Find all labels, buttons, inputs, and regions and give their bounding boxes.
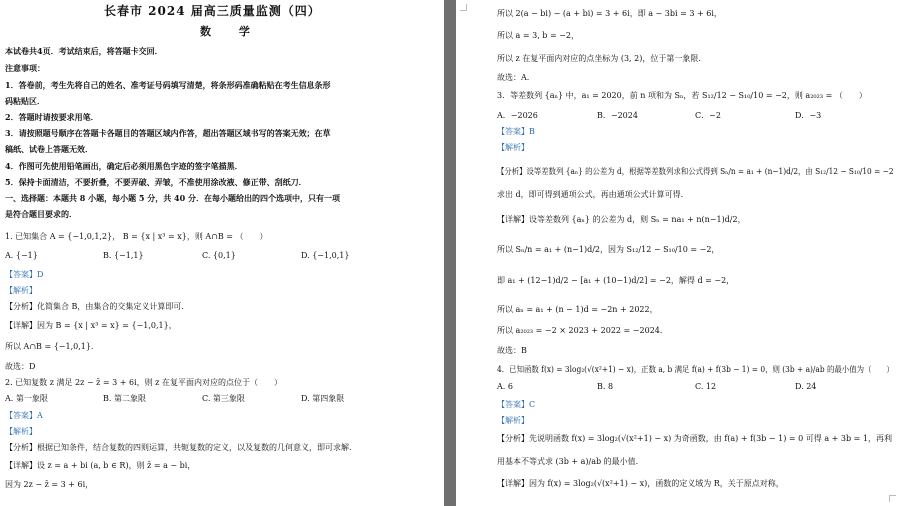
q3-stem: 3．等差数列 {aₙ} 中，a₁ = 2020，前 n 项和为 Sₙ，若 S₁₂/12 − S₁₀/10 = −2，则 a₂₀₂₃ = （ ）: [497, 91, 867, 100]
right-page: [456, 0, 900, 506]
q2-cont-line: 所以 2(a − bi) − (a + bi) = 3 + 6i，即 a − 3bi = 3 + 6i，: [497, 9, 722, 18]
q4-analysis: 【分析】先说明函数 f(x) = 3log₂(√(x²+1) − x) 为奇函数，由 f(a) + f(3b − 1) = 0 可得 a + 3b = 1，再利: [497, 434, 892, 443]
intro-line: 4．作图可先使用铅笔画出，确定后必须用黑色字迹的签字笔描黑．: [5, 161, 243, 171]
page-gutter: [444, 0, 456, 506]
q4-option-a: A. 6: [497, 382, 513, 391]
intro-line: 码粘贴区．: [5, 96, 45, 106]
q1-detail: 【详解】因为 B = {x | x³ = x} = {−1,0,1}，: [5, 321, 177, 330]
q2-analysis: 【分析】根据已知条件，结合复数的四则运算，共轭复数的定义，以及复数的几何意义，即可求解.: [5, 443, 352, 452]
q3-detail: 所以 aₙ = a₁ + (n − 1)d = −2n + 2022，: [497, 305, 658, 314]
q2-choose: 故选：A.: [497, 73, 530, 82]
q4-option-c: C. 12: [695, 382, 717, 391]
page-corner-mark: [889, 495, 896, 502]
q3-detail: 【详解】设等差数列 {aₙ} 的公差为 d，则 Sₙ = na₁ + n(n−1)d/2，: [497, 215, 746, 224]
q4-detail: 【详解】因为 f(x) = 3log₂(√(x²+1) − x)，函数的定义域为 R，关于原点对称，: [497, 479, 784, 488]
q1-option-b: B. {−1,1}: [103, 251, 144, 260]
q3-detail: 所以 a₂₀₂₃ = −2 × 2023 + 2022 = −2024．: [497, 326, 668, 335]
intro-line: 2．答题时请按要求用笔．: [5, 112, 99, 122]
q4-answer: 【答案】C: [497, 400, 536, 409]
q3-option-c: C．−2: [695, 111, 721, 120]
exam-title: 长春市 2024 届高三质量监测（四）: [104, 4, 321, 18]
q2-detail: 【详解】设 z = a + bi (a, b ∈ R)，则 z̄ = a − bi，: [5, 461, 196, 470]
q3-option-d: D．−3: [795, 111, 822, 120]
q4-option-d: D. 24: [795, 382, 817, 391]
q3-analysis-tag: 【解析】: [497, 143, 529, 152]
q4-option-b: B. 8: [597, 382, 614, 391]
q3-analysis: 求出 d，即可得到通项公式，再由通项公式计算可得.: [497, 190, 684, 199]
q2-cont-line: 所以 z 在复平面内对应的点坐标为 (3, 2)，位于第一象限.: [497, 54, 701, 63]
q2-because: 因为 2z − z̄ = 3 + 6i，: [5, 480, 94, 489]
intro-line: 5．保持卡面清洁，不要折叠，不要弄破、弄皱，不准使用涂改液、修正带、刮纸刀．: [5, 177, 307, 187]
q1-option-c: C. {0,1}: [202, 251, 236, 260]
q2-option-d: D. 第四象限: [301, 394, 345, 403]
q3-answer: 【答案】B: [497, 127, 535, 136]
q1-analysis-tag: 【解析】: [5, 286, 37, 295]
q3-option-b: B．−2024: [597, 111, 638, 120]
q2-option-b: B. 第二象限: [103, 394, 146, 403]
q1-answer: 【答案】D: [5, 270, 44, 279]
q3-analysis: 【分析】设等差数列 {aₙ} 的公差为 d，根据等差数列求和公式得到 Sₙ/n = a₁ + (n−1)d/2，由 S₁₂/12 − S₁₀/10 = −2: [497, 167, 894, 176]
intro-line: 注意事项：: [5, 63, 45, 73]
q4-analysis: 用基本不等式求 (3b + a)/ab 的最小值.: [497, 457, 639, 466]
q4-stem: 4．已知函数 f(x) = 3log₂(√(x²+1) − x)，正数 a, b 满足 f(a) + f(3b − 1) = 0，则 (3b + a)/ab 的最小值为（ ）: [497, 365, 894, 374]
page-corner-mark: [460, 4, 467, 11]
q2-answer: 【答案】A: [5, 411, 43, 420]
q2-cont-line: 所以 a = 3, b = −2，: [497, 31, 579, 40]
q1-choose: 故选：D: [5, 362, 36, 371]
q2-option-a: A. 第一象限: [5, 394, 48, 403]
section-heading: 是符合题目要求的．: [5, 209, 77, 219]
q2-stem: 2. 已知复数 z 满足 2z − z̄ = 3 + 6i，则 z 在复平面内对应的点位于（ ）: [5, 378, 282, 387]
q1-option-d: D. {−1,0,1}: [301, 251, 350, 260]
section-heading: 一、选择题：本题共 8 小题，每小题 5 分，共 40 分．在每小题给出的四个选项中，只有一项: [5, 193, 340, 203]
intro-line: 稿纸、试卷上答题无效．: [5, 144, 93, 154]
q3-detail: 即 a₁ + (12−1)d/2 − [a₁ + (10−1)d/2] = −2，解得 d = −2，: [497, 276, 735, 285]
q1-analysis: 【分析】化简集合 B，由集合的交集定义计算即可.: [5, 302, 184, 311]
q1-option-a: A. {−1}: [5, 251, 38, 260]
q3-choose: 故选：B: [497, 346, 527, 355]
q3-detail: 所以 Sₙ/n = a₁ + (n−1)d/2，因为 S₁₂/12 − S₁₀/10 = −2，: [497, 245, 720, 254]
intro-line: 本试卷共4页．考试结束后，将答题卡交回．: [5, 46, 163, 56]
q3-option-a: A．−2026: [497, 111, 538, 120]
q1-stem: 1. 已知集合 A = {−1,0,1,2}， B = {x | x³ = x}，则 A∩B = （ ）: [5, 232, 268, 241]
intro-line: 1．答卷前，考生先将自己的姓名、准考证号码填写清楚，将条形码准确粘贴在考生信息条形: [5, 80, 331, 90]
intro-line: 3．请按照题号顺序在答题卡各题目的答题区域内作答，超出答题区域书写的答案无效；在草: [5, 128, 331, 138]
left-page: [0, 0, 444, 506]
q2-option-c: C. 第三象限: [202, 394, 245, 403]
q2-analysis-tag: 【解析】: [5, 427, 37, 436]
q4-analysis-tag: 【解析】: [497, 416, 529, 425]
subject-title: 数 学: [200, 25, 262, 38]
q1-so: 所以 A∩B = {−1,0,1}．: [5, 342, 99, 351]
